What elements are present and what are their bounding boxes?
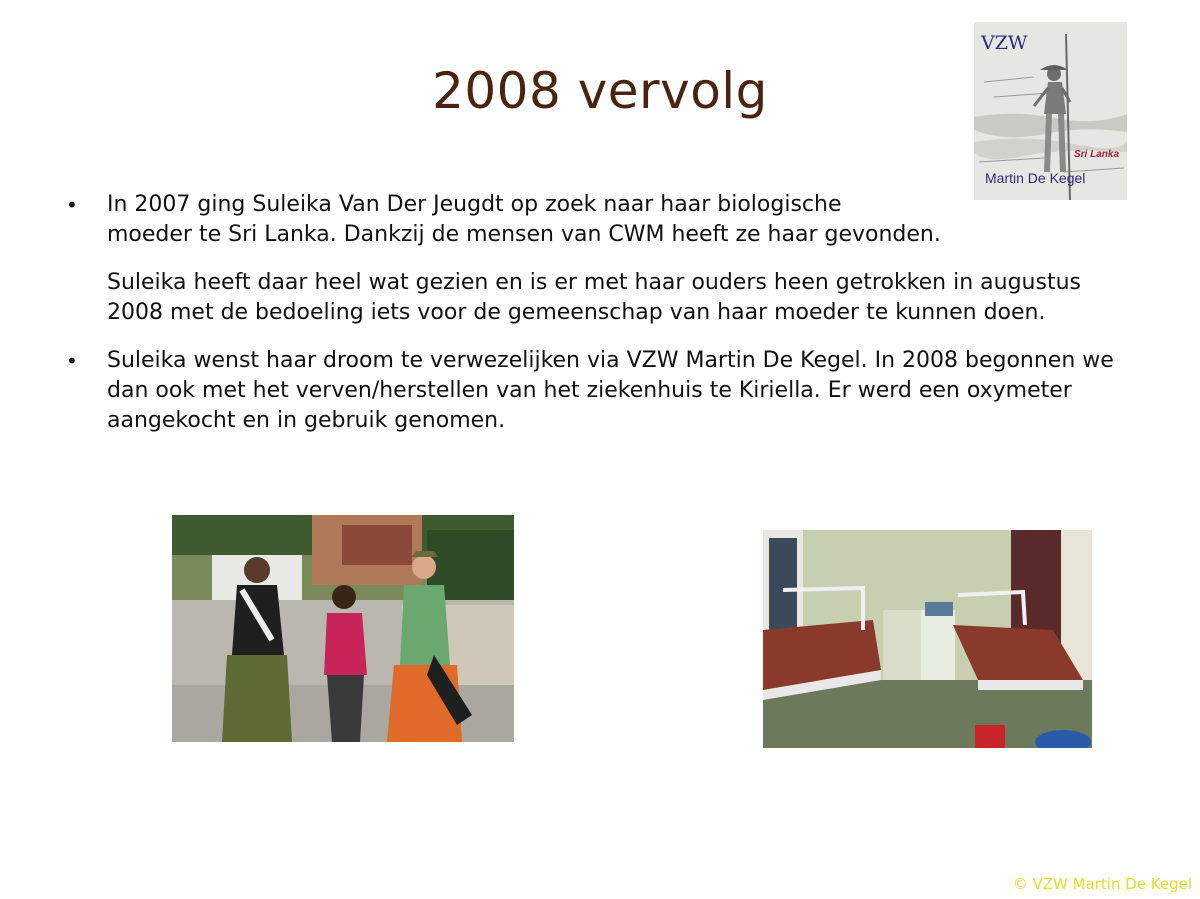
paragraph-2: Suleika heeft daar heel wat gezien en is er met haar ouders heen getrokken in augustus 2008 met de bedoeling iets voor de gemeenschap van haar moeder te kunnen doen. <box>107 270 1081 325</box>
logo-region-text: Sri Lanka <box>1074 149 1120 160</box>
bullet-icon: • <box>66 349 78 373</box>
bullet-item-2 <box>62 346 1132 436</box>
logo-vzw-text: VZW <box>981 32 1028 54</box>
bullet-1-line-1: In 2007 ging Suleika Van Der Jeugdt op zoek naar haar biologische <box>107 192 842 217</box>
hospital-ward-photo <box>763 530 1092 748</box>
vzw-logo <box>974 22 1127 200</box>
logo-name-text: Martin De Kegel <box>985 170 1086 186</box>
bullet-2-text: Suleika wenst haar droom te verwezelijken via VZW Martin De Kegel. In 2008 begonnen we dan ook met het verven/herstellen van het ziekenhuis te Kiriella. Er werd een oxymeter aangekocht en in gebruik genomen. <box>107 348 1114 433</box>
bullet-icon: • <box>66 193 78 217</box>
bullet-item-1 <box>62 190 1132 250</box>
copyright-footer: © VZW Martin De Kegel <box>1012 875 1192 893</box>
bullet-1-line-2: moeder te Sri Lanka. Dankzij de mensen van CWM heeft ze haar gevonden. <box>107 222 941 247</box>
slide-body <box>62 190 1132 454</box>
slide-title: 2008 vervolg <box>432 62 768 120</box>
street-photo <box>172 515 514 742</box>
